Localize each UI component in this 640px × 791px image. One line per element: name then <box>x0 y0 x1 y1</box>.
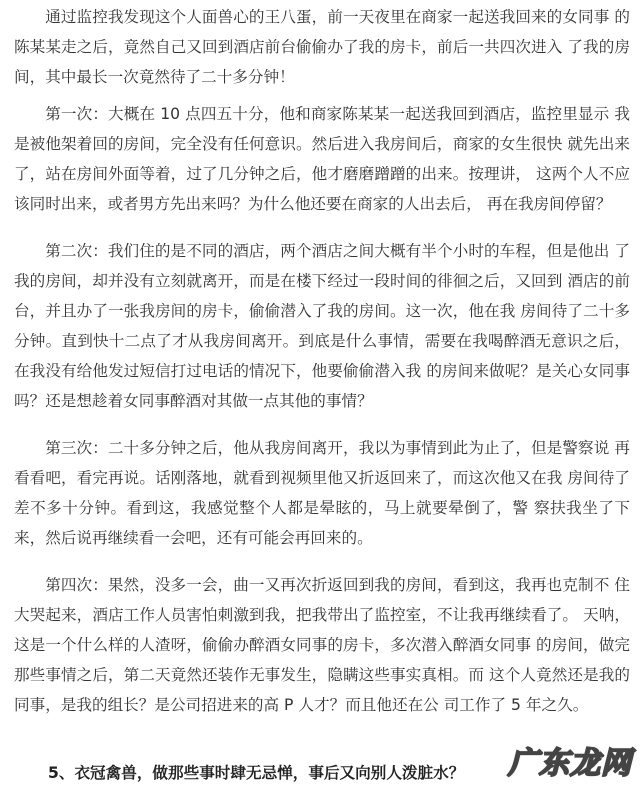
paragraph-third-entry: 第三次：二十多分钟之后，他从我房间离开，我以为事情到此为止了，但是警察说 再看看吧，看完再说。话刚落地，就看到视频里他又折返回来了，而这次他又在我 房间待了差不多十分钟。看到这，我感觉整个人都是晕眩的，马上就要晕倒了，警 察扶我坐了下来，然后说再继续看一会吧，还有可能会再回来的。 <box>14 439 630 547</box>
paragraph-first-entry: 第一次：大概在 10 点四五十分，他和商家陈某某一起送我回到酒店，监控里显示 我是被他架着回的房间，完全没有任何意识。然后进入我房间后，商家的女生很快 就先出来了，站在房间外面等着，过了几分钟之后，他才磨磨蹭蹭的出来。按理讲， 这两个人不应该同时出来，或者男方先出来吗？为什么他还要在商家的人出去后， 再在我房间停留？ <box>14 105 630 213</box>
article-body <box>14 2 630 737</box>
watermark-logo: 广东龙网 <box>508 746 632 781</box>
paragraph-second-entry: 第二次：我们住的是不同的酒店，两个酒店之间大概有半个小时的车程，但是他出 了我的房间，却并没有立刻就离开，而是在楼下经过一段时间的徘徊之后，又回到 酒店的前台，并且办了一张我房间的房卡，偷偷潜入了我的房间。这一次，他在我 房间待了二十多分钟。直到快十二点了才从我房间离开。到底是什么事情，需要在我喝醉酒无意识之后，在我没有给他发过短信打过电话的情况下，他要偷偷潜入我 的房间来做呢？是关心女同事吗？还是想趁着女同事醉酒对其做一点其他的事情？ <box>14 242 630 410</box>
section-heading: 5、衣冠禽兽，做那些事时肆无忌惮，事后又向别人泼脏水？ <box>48 764 465 782</box>
paragraph-fourth-entry: 第四次：果然，没多一会，曲一又再次折返回到我的房间，看到这，我再也克制不 住大哭起来，酒店工作人员害怕刺激到我，把我带出了监控室，不让我再继续看了。 天呐，这是一个什么样的人渣呀，偷偷办醉酒女同事的房卡，多次潜入醉酒女同事 的房间，做完那些事情之后，第二天竟然还装作无事发生，隐瞒这些事实真相。而 这个人竟然还是我的同事，是我的组长？是公司招进来的高 P 人才？而且他还在公 司工作了 5 年之久。 <box>14 576 630 714</box>
paragraph-intro: 通过监控我发现这个人面兽心的王八蛋，前一天夜里在商家一起送我回来的女同事 的陈某某走之后，竟然自己又回到酒店前台偷偷办了我的房卡，前后一共四次进入 了我的房间，其中最长一次竟然待了二十多分钟！ <box>14 8 630 86</box>
